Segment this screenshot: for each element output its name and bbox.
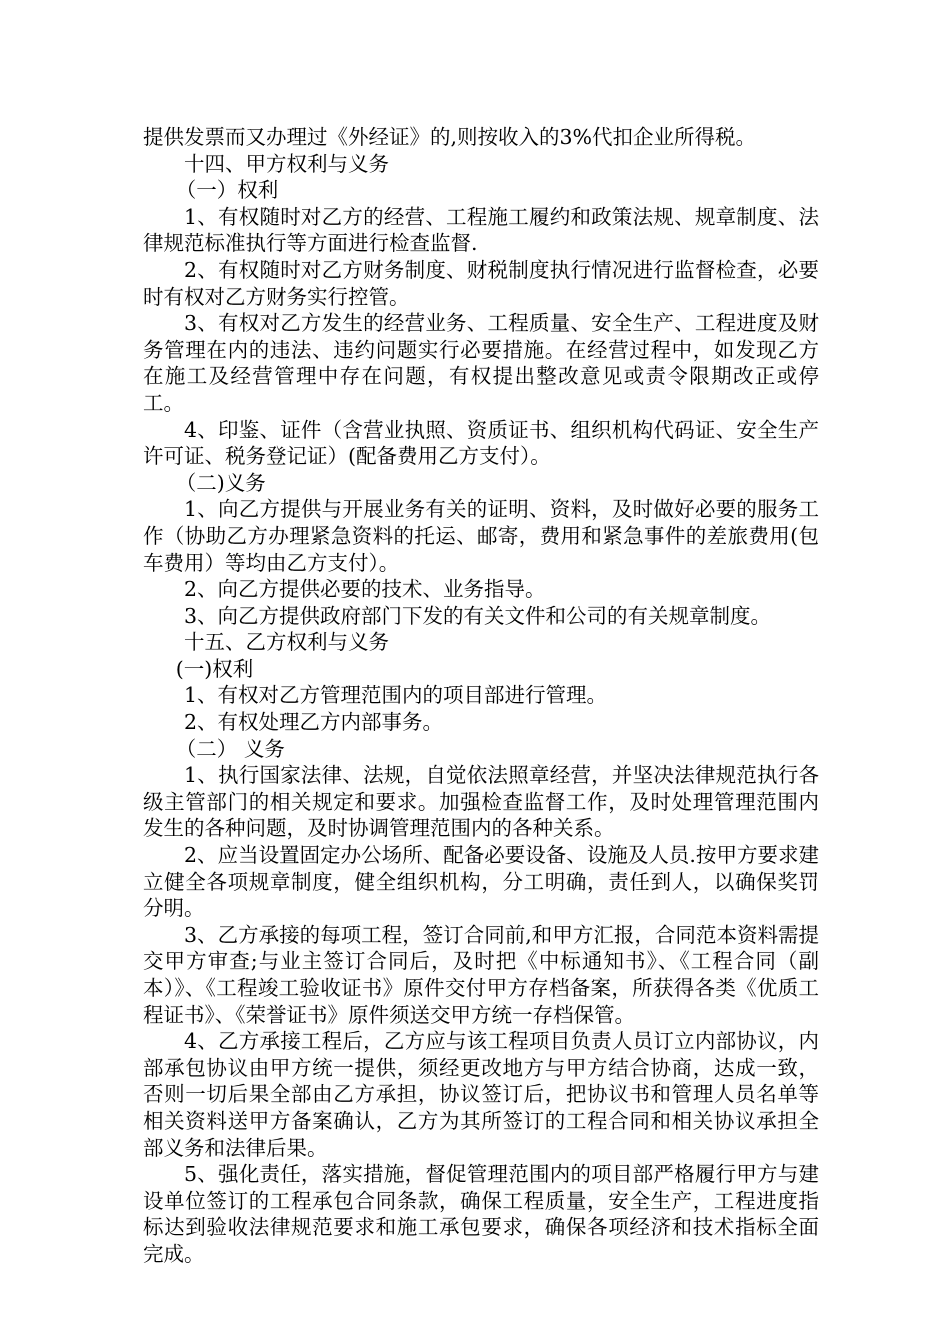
party-a-obligation-3: 3、向乙方提供政府部门下发的有关文件和公司的有关规章制度。 xyxy=(184,603,772,628)
subheading-party-a-rights: （一）权利 xyxy=(175,178,279,203)
party-b-obligation-3: 3、乙方承接的每项工程，签订合同前,和甲方汇报，合同范本资料需提交甲方审查;与业主签订合同后，及时把《中标通知书》、《工程合同（副本）》、《工程竣工验收证书》原件交付甲方存档备案，所获得各类《优质工程证书》、《荣誉证书》原件须送交甲方统一存档保管。 xyxy=(143,922,819,1027)
party-a-obligation-1: 1、向乙方提供与开展业务有关的证明、资料，及时做好必要的服务工作（协助乙方办理紧急资料的托运、邮寄，费用和紧急事件的差旅费用(包车费用）等均由乙方支付）。 xyxy=(143,497,819,575)
heading-party-b-rights-obligations: 十五、乙方权利与义务 xyxy=(184,630,389,655)
party-b-right-2: 2、有权处理乙方内部事务。 xyxy=(184,710,444,735)
party-a-right-2: 2、有权随时对乙方财务制度、财税制度执行情况进行监督检查，必要时有权对乙方财务实行控管。 xyxy=(143,257,819,309)
party-a-right-3: 3、有权对乙方发生的经营业务、工程质量、安全生产、工程进度及财务管理在内的违法、违约问题实行必要措施。在经营过程中，如发现乙方在施工及经营管理中存在问题，有权提出整改意见或责令限期改正或停工。 xyxy=(143,311,819,415)
subheading-party-a-obligations: （二)义务 xyxy=(175,470,266,495)
document-page xyxy=(143,124,819,1268)
party-b-obligation-5: 5、强化责任，落实措施，督促管理范围内的项目部严格履行甲方与建设单位签订的工程承包合同条款，确保工程质量，安全生产，工程进度指标达到验收法律规范要求和施工承包要求，确保各项经济和技术指标全面完成。 xyxy=(143,1162,819,1266)
party-a-obligation-2: 2、向乙方提供必要的技术、业务指导。 xyxy=(184,577,546,602)
party-b-right-1: 1、有权对乙方管理范围内的项目部进行管理。 xyxy=(184,683,608,708)
party-a-right-1: 1、有权随时对乙方的经营、工程施工履约和政策法规、规章制度、法律规范标准执行等方面进行检查监督. xyxy=(143,204,819,256)
heading-party-a-rights-obligations: 十四、甲方权利与义务 xyxy=(184,151,389,176)
paragraph-tax-note: 提供发票而又办理过《外经证》的,则按收入的3%代扣企业所得税。 xyxy=(143,125,757,149)
party-b-obligation-1: 1、执行国家法律、法规，自觉依法照章经营，并坚决法律规范执行各级主管部门的相关规定和要求。加强检查监督工作，及时处理管理范围内发生的各种问题，及时协调管理范围内的各种关系。 xyxy=(143,763,819,841)
party-b-obligation-2: 2、应当设置固定办公场所、配备必要设备、设施及人员.按甲方要求建立健全各项规章制度，健全组织机构，分工明确，责任到人，以确保奖罚分明。 xyxy=(143,843,819,921)
subheading-party-b-obligations: （二） 义务 xyxy=(175,736,285,761)
party-a-right-4: 4、印鉴、证件（含营业执照、资质证书、组织机构代码证、安全生产许可证、税务登记证）(配备费用乙方支付）。 xyxy=(143,417,819,469)
subheading-party-b-rights: (一)权利 xyxy=(175,656,254,681)
party-b-obligation-4: 4、乙方承接工程后，乙方应与该工程项目负责人员订立内部协议，内部承包协议由甲方统一提供，须经更改地方与甲方结合协商，达成一致，否则一切后果全部由乙方承担，协议签订后，把协议书和管理人员名单等相关资料送甲方备案确认，乙方为其所签订的工程合同和相关协议承担全部义务和法律后果。 xyxy=(143,1029,819,1160)
